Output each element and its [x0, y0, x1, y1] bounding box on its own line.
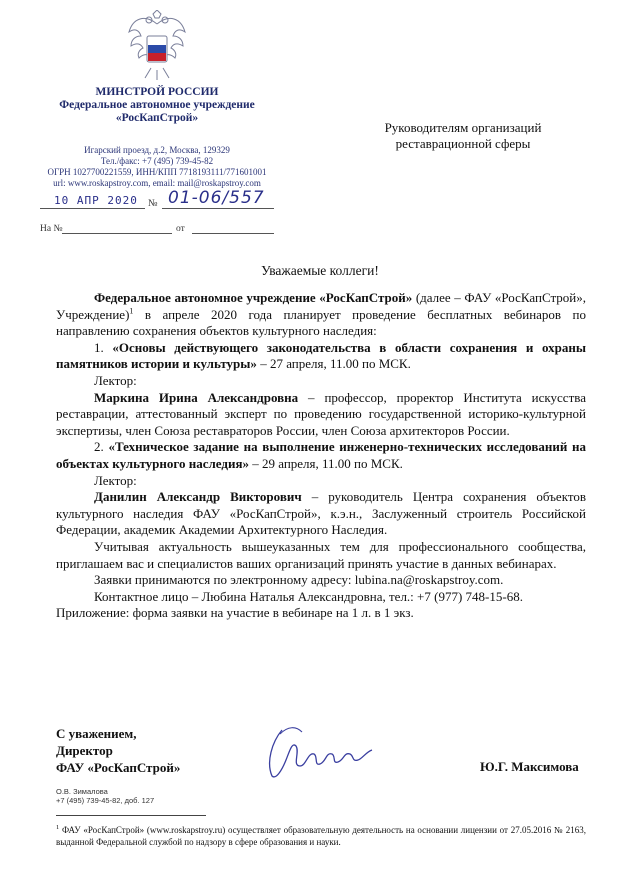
invite-paragraph: Учитывая актуальность вышеуказанных тем для профессионального сообщества, приглашаем вас и специалистов ваших организаций принять участие в данных вебинарах.	[56, 538, 586, 571]
letter-body	[56, 290, 586, 622]
applications-paragraph: Заявки принимаются по электронному адресу: lubina.na@roskapstroy.com.	[94, 572, 504, 588]
webinar-item-2	[56, 439, 586, 472]
closing-organization: ФАУ «РосКапСтрой»	[56, 760, 181, 775]
handwritten-number: 01-06/557	[168, 188, 265, 208]
eagle-emblem-icon	[125, 10, 189, 82]
lector1-description: – профессор, проректор Института искусства реставрации, аттестованный эксперт по проведению государственной историко-культурной экспертизы, член Союза реставраторов России, член Союза архитекторов России.	[56, 389, 586, 438]
number-sign: №	[148, 198, 158, 209]
item1-number: 1.	[94, 339, 113, 355]
intro-text-2: в апреле 2020 года планирует проведение бесплатных вебинаров по направлению сохранения объектов культурного наследия:	[56, 306, 586, 339]
ref-number-label: На №	[40, 224, 63, 234]
handwritten-signature-icon	[262, 722, 382, 782]
letterhead-organization	[40, 86, 274, 125]
lector1-name: Маркина Ирина Александровна	[94, 389, 299, 405]
item2-title: «Техническое задание на выполнение инженерно-технических исследований на объектах культурного наследия»	[56, 439, 586, 471]
intro-org-name: Федеральное автономное учреждение «РосКапСтрой»	[94, 290, 413, 305]
organization-name-line1: Федеральное автономное учреждение	[59, 99, 255, 111]
item1-date: – 27 апреля, 11.00 по МСК.	[256, 356, 411, 372]
intro-paragraph	[56, 290, 586, 340]
footnote	[56, 822, 586, 848]
webinar-item-1	[56, 340, 586, 373]
ministry-name: МИНСТРОЙ РОССИИ	[95, 86, 219, 98]
item2-number: 2.	[94, 439, 109, 455]
signer-name: Ю.Г. Максимова	[480, 759, 579, 774]
outgoing-number-row	[40, 188, 274, 214]
footnote-mark: 1	[56, 824, 60, 831]
executor-phone: +7 (495) 739-45-82, доб. 127	[56, 796, 155, 805]
date-stamp: 10 АПР 2020	[54, 194, 138, 207]
recipient-line1: Руководителям организаций	[384, 120, 542, 135]
executor-name: О.В. Зималова	[56, 787, 108, 796]
number-underline	[162, 208, 274, 209]
lector-label-1: Лектор:	[94, 372, 137, 388]
organization-name-line2: «РосКапСтрой»	[115, 112, 199, 124]
address: Игарский проезд, д.2, Москва, 129329	[84, 145, 230, 155]
contact-paragraph: Контактное лицо – Любина Наталья Александровна, тел.: +7 (977) 748-15-68.	[94, 588, 523, 604]
web-email: url: www.roskapstroy.com, email: mail@roskapstroy.com	[53, 178, 261, 188]
recipient-block	[338, 120, 588, 152]
reference-row	[40, 224, 274, 238]
attachment-line: Приложение: форма заявки на участие в вебинаре на 1 л. в 1 экз.	[56, 605, 414, 621]
registration-ids: ОГРН 1027700221559, ИНН/КПП 7718193111/771601001	[47, 167, 267, 177]
item1-title: «Основы действующего законодательства в области сохранения и охраны памятников истории и культуры»	[56, 339, 586, 372]
footnote-ref: 1	[129, 306, 134, 316]
ref-date-label: от	[176, 224, 185, 234]
lector2-description: – руководитель Центра сохранения объектов культурного наследия ФАУ «РосКапСтрой», к.э.н., Заслуженный строитель Российской Федерации, академик Академии Архитектурного Наследия.	[56, 489, 586, 538]
lector2-name: Данилин Александр Викторович	[94, 489, 302, 505]
salutation: Уважаемые коллеги!	[261, 263, 379, 278]
item2-date: – 29 апреля, 11.00 по МСК.	[248, 455, 403, 471]
letterhead-contacts	[40, 145, 274, 189]
closing-position: Директор	[56, 743, 113, 758]
recipient-line2: реставрационной сферы	[395, 136, 531, 151]
date-underline	[40, 208, 145, 209]
executor-block	[56, 787, 154, 805]
closing-block	[56, 725, 180, 776]
phone: Тел./факс: +7 (495) 739-45-82	[100, 156, 214, 166]
intro-text-1: (далее – ФАУ «РосКапСтрой», Учреждение)	[56, 290, 587, 322]
lector-label-2: Лектор:	[94, 472, 137, 488]
ref-date-line	[192, 233, 274, 234]
footnote-divider	[56, 815, 206, 816]
ref-number-line	[62, 233, 172, 234]
lector-2	[56, 489, 586, 539]
footnote-text: ФАУ «РосКапСтрой» (www.roskapstroy.ru) осуществляет образовательную деятельность на основании лицензии от 27.05.2016 № 2163, выданной Федеральной службой по надзору в сфере образования и науки.	[56, 825, 586, 847]
lector-1	[56, 390, 586, 440]
closing-regards: С уважением,	[56, 726, 137, 741]
